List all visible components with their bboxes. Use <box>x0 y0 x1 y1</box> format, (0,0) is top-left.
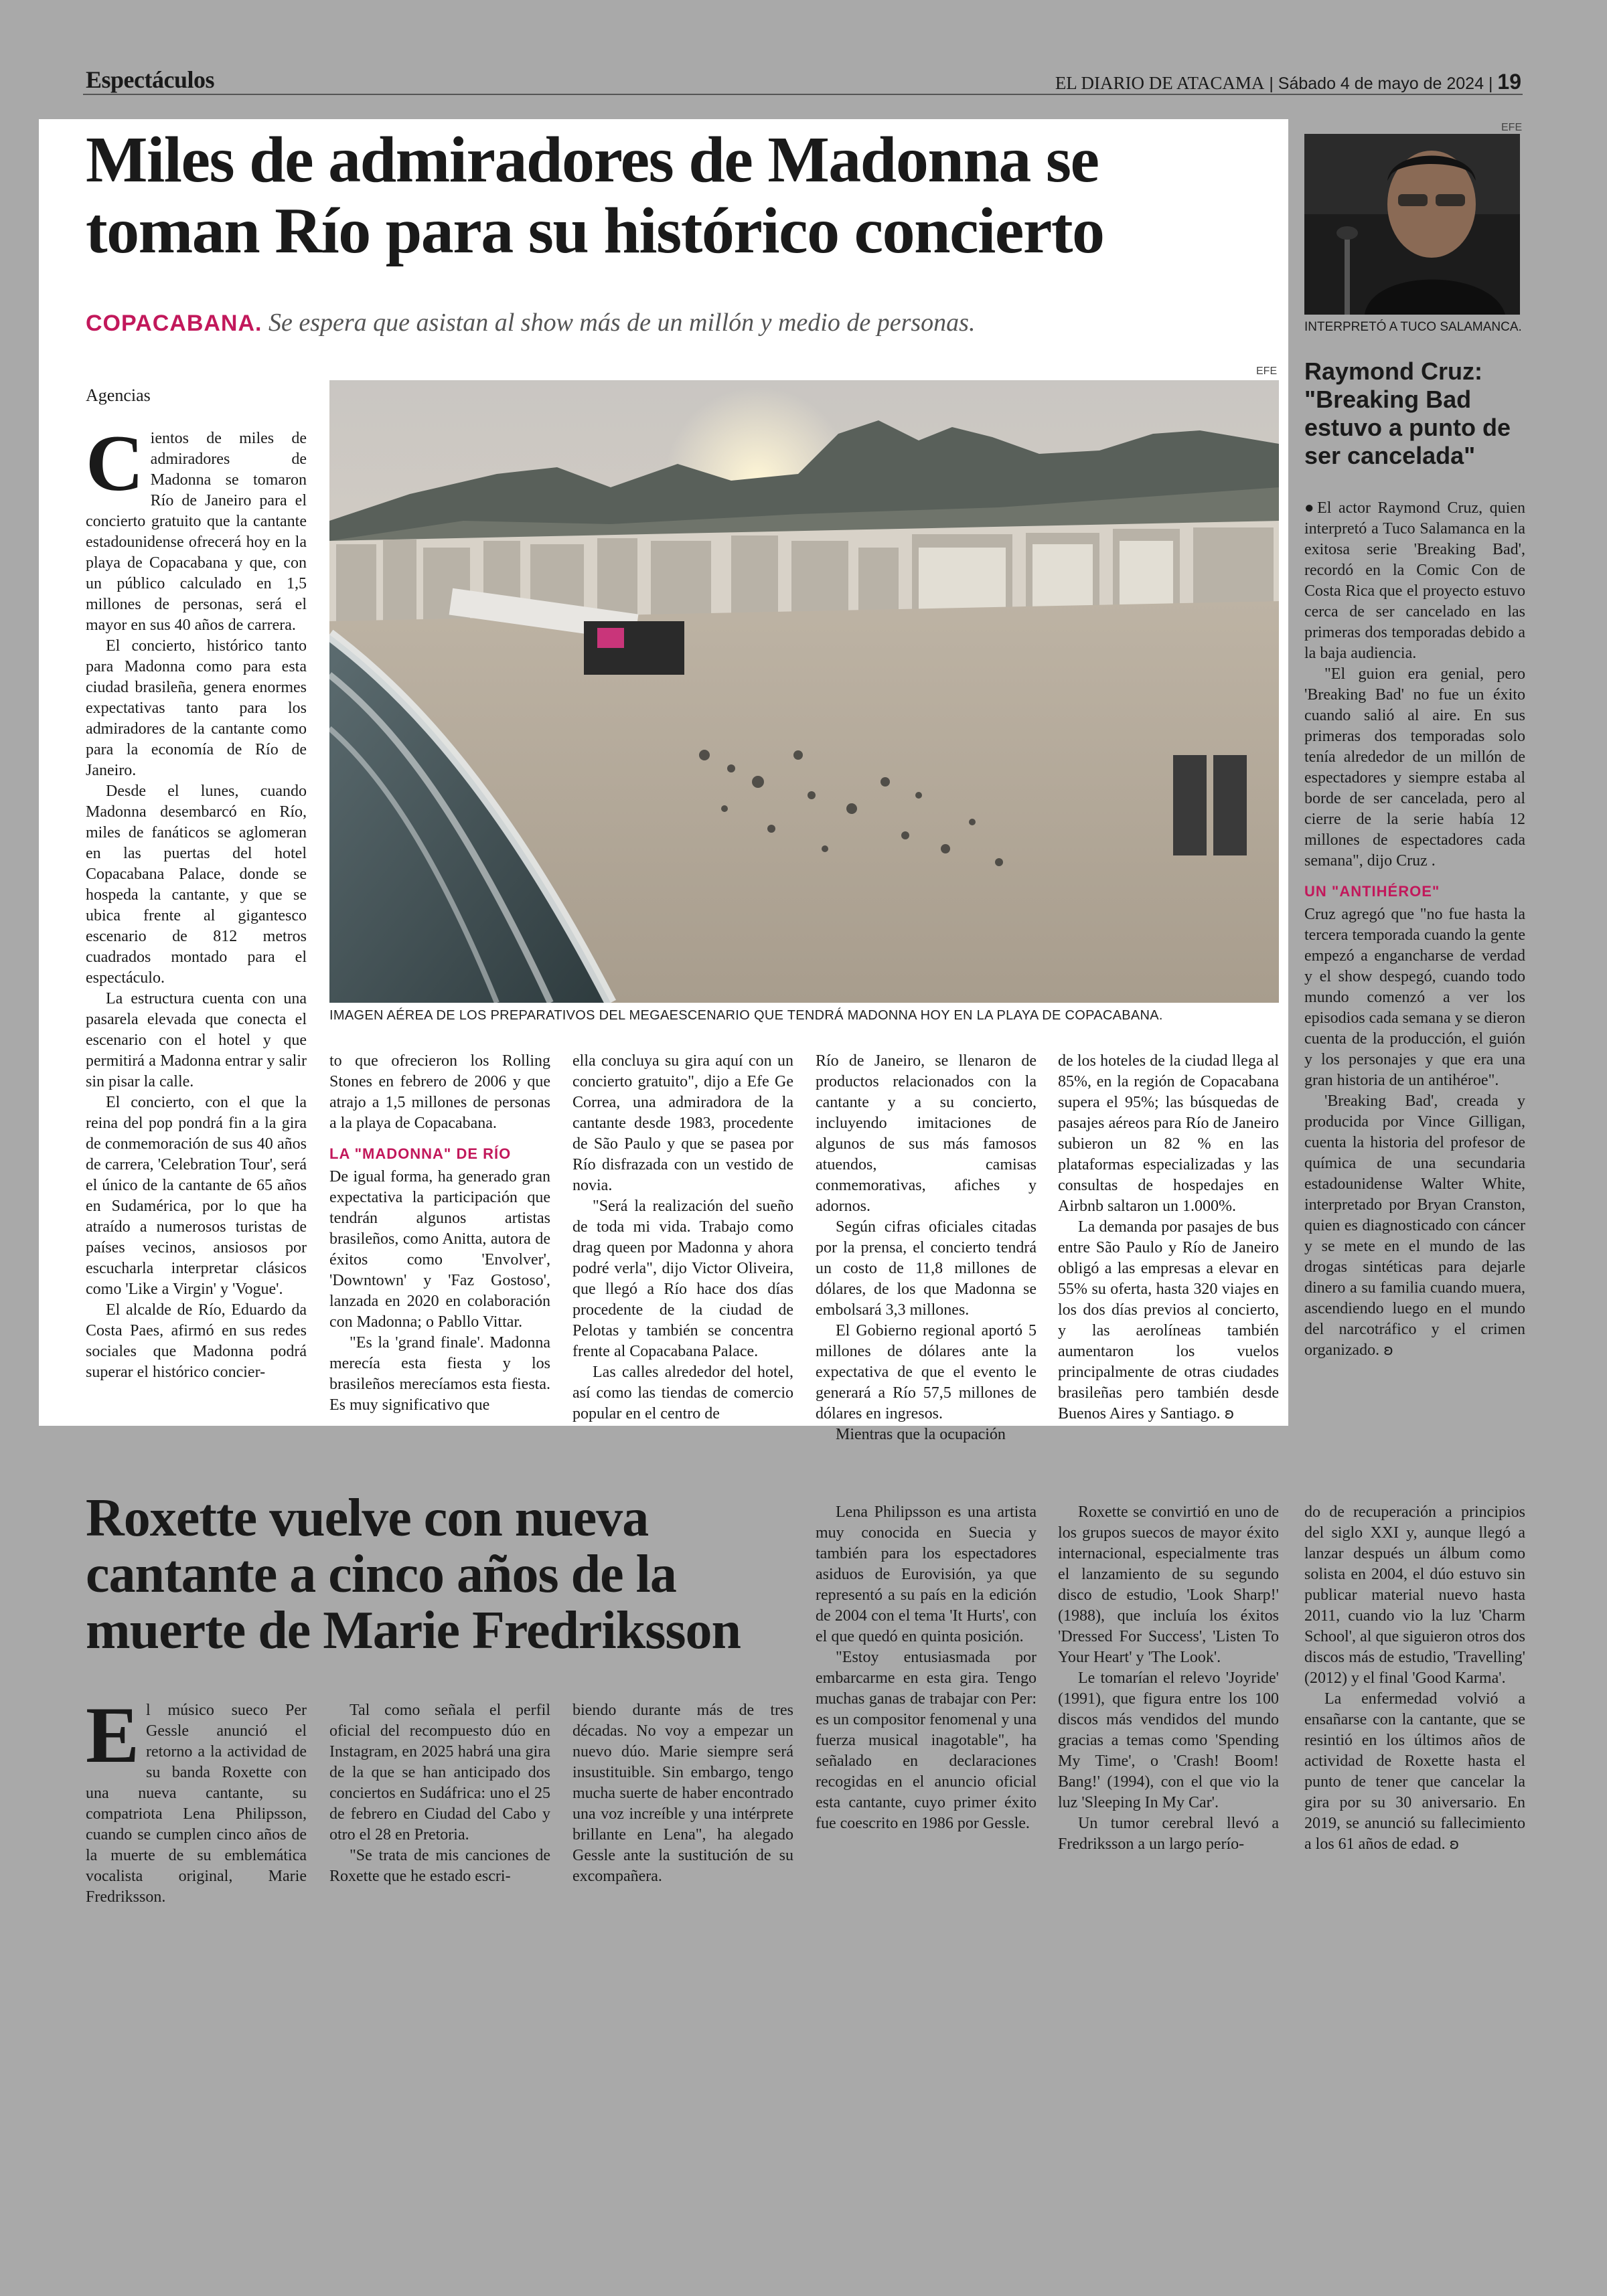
paragraph: Río de Janeiro, se llenaron de productos relacionados con la cantante y a su concierto, incluyendo imitaciones de algunos de sus más famosos atuendos, camisas conmemorativas, afiches y adornos. <box>816 1052 1037 1215</box>
paragraph: biendo durante más de tres décadas. No voy a empezar un nuevo dúo. Marie siempre será insustituible. Sin embargo, tengo mucha suerte de haber encontrado una voz increíble y una intérprete brillante en Lena", ha alegado Gessle ante la sustitución de su excompañera. <box>572 1702 793 1885</box>
main-column-4 <box>816 1051 1037 1445</box>
paragraph: El concierto, histórico tanto para Madonna como para esta ciudad brasileña, genera enormes expectativas tanto para los admiradores de la cantante como para la economía de Río de Janeiro. <box>86 637 307 779</box>
paragraph: ella concluya su gira aquí con un concierto gratuito", dijo a Efe Ge Correa, una admiradora de la cantante desde 1983, procedente de São Paulo y que se pasea por Río disfrazada con un vestido de novia. <box>572 1052 793 1194</box>
paragraph: De igual forma, ha generado gran expectativa la participación que tendrán algunos artistas brasileños, como Anitta, autora de éxitos como 'Envolver', 'Downtown' y 'Faz Gostoso', lanzada en 2020 en colaboración con Madonna; o Pabllo Vittar. <box>329 1168 550 1331</box>
paragraph: "Se trata de mis canciones de Roxette que he estado escri- <box>329 1847 550 1885</box>
photo-credit: EFE <box>1256 365 1278 377</box>
page-number: 19 <box>1497 70 1521 94</box>
portrait-photo <box>1304 134 1520 315</box>
main-headline: Miles de admiradores de Madonna se toman Río para su histórico concierto <box>86 124 1104 267</box>
sidebar-body <box>1304 498 1525 1361</box>
second-headline: Roxette vuelve con nueva cantante a cinco años de la muerte de Marie Fredriksson <box>86 1489 741 1660</box>
paragraph: El alcalde de Río, Eduardo da Costa Paes, afirmó en sus redes sociales que Madonna podrá superar el histórico concier- <box>86 1301 307 1381</box>
paragraph: l músico sueco Per Gessle anunció el retorno a la actividad de su banda Roxette con una nueva cantante, su compatriota Lena Philipsson, cuando se cumplen cinco años de la muerte de su emblemática vocalista original, Marie Fredriksson. <box>86 1702 307 1906</box>
paragraph: La demanda por pasajes de bus entre São Paulo y Río de Janeiro obligó a las empresas a elevar en 55% su oferta, hasta 320 viajes en los dos días previos al concierto, y las aerolíneas también aumentaron los vuelos principalmente de otras ciudades brasileñas pero también desde Buenos Aires y Santiago. <box>1058 1218 1279 1422</box>
paragraph: 'Breaking Bad', creada y producida por Vince Gilligan, cuenta la historia del profesor de química de una secundaria estadounidense Walter White, interpretado por Bryan Cranston, quien es diagnosticado con cáncer y se mete en el mundo de las drogas sintéticas para dejarle dinero a su familia cuando muera, ascendiendo luego en el mundo del narcotráfico y el crimen organizado. <box>1304 1092 1525 1359</box>
paragraph: La enfermedad volvió a ensañarse con la cantante, que se resintió en los últimos años de actividad de Roxette hasta el punto de tener que cancelar la gira por su 30 aniversario. En 2019, se anunció su fallecimiento a los 61 años de edad. <box>1304 1690 1525 1853</box>
issue-date: Sábado 4 de mayo de 2024 <box>1278 74 1484 93</box>
paragraph: Cruz agregó que "no fue hasta la tercera temporada cuando la gente empezó a engancharse de verdad y el show despegó, cuando todo mundo comenzó a ver los episodios cada semana y se dieron cuenta de la producción, el guión y los personajes y que era una gran historia de un antihéroe". <box>1304 906 1525 1089</box>
paragraph: Desde el lunes, cuando Madonna desembarcó en Río, miles de fanáticos se aglomeran en las puertas del hotel Copacabana Palace, donde se hospeda la cantante, y que se ubica frente al gigantesco escenario de 812 metros cuadrados montado para el espectáculo. <box>86 783 307 987</box>
masthead: EL DIARIO DE ATACAMA | Sábado 4 de mayo de 2024 | 19 <box>1055 70 1521 94</box>
paragraph: to que ofrecieron los Rolling Stones en febrero de 2006 y que atrajo a 1,5 millones de personas a la playa de Copacabana. <box>329 1052 550 1132</box>
main-column-1 <box>86 418 307 1383</box>
end-mark-icon: ʚ <box>1449 1836 1460 1853</box>
paragraph: de los hoteles de la ciudad llega al 85%, en la región de Copacabana supera el 95%; las búsquedas de pasajes aéreos para Río de Janeiro subieron un 82 % en las plataformas especializadas y las consultas de hospedajes en Airbnb saltaron un 1.000%. <box>1058 1052 1279 1215</box>
byline: Agencias <box>86 386 151 405</box>
paragraph: Roxette se convirtió en uno de los grupos suecos de mayor éxito internacional, especialmente tras el lanzamiento de su segundo disco de estudio, 'Look Sharp!' (1988), que incluía los éxitos 'Dressed For Success', 'Listen To Your Heart' y 'The Look'. <box>1058 1503 1279 1666</box>
sidebar-headline: Raymond Cruz: "Breaking Bad estuvo a punto de ser cancelada" <box>1304 357 1511 469</box>
paragraph: Tal como señala el perfil oficial del recompuesto dúo en Instagram, en 2025 habrá una gira de la que se han anticipado dos conciertos en Sudáfrica: uno el 25 de febrero en Ciudad del Cabo y otro el 28 en Pretoria. <box>329 1702 550 1843</box>
second-column-5 <box>1058 1502 1279 1855</box>
paragraph: Las calles alrededor del hotel, así como las tiendas de comercio popular en el centro de <box>572 1364 793 1422</box>
paragraph: El actor Raymond Cruz, quien interpretó a Tuco Salamanca en la exitosa serie 'Breaking Bad', recordó en la Comic Con de Costa Rica que el proyecto estuvo cerca de ser cancelado en las primeras dos temporadas debido a la baja audiencia. <box>1304 499 1525 662</box>
end-mark-icon: ʚ <box>1383 1342 1393 1359</box>
paragraph: Lena Philipsson es una artista muy conocida en Suecia y también para los espectadores asiduos de Eurovisión, ya que representó a su país en la edición de 2004 con el tema 'It Hurts', con el que quedó en quinta posición. <box>816 1503 1037 1645</box>
subtitle: LA "MADONNA" DE RÍO <box>329 1145 512 1162</box>
second-column-6 <box>1304 1502 1525 1855</box>
drop-cap: E <box>86 1690 140 1779</box>
bullet-icon: ● <box>1304 499 1318 517</box>
paragraph: El Gobierno regional aportó 5 millones de dólares ante la expectativa de que el evento le generará a Río 57,5 millones de dólares en ingresos. <box>816 1322 1037 1422</box>
section-label: Espectáculos <box>86 66 214 93</box>
second-column-2 <box>329 1700 550 1887</box>
paragraph: Mientras que la ocupación <box>836 1426 1006 1443</box>
sidebar-photo-credit: EFE <box>1501 122 1523 133</box>
sidebar-caption: INTERPRETÓ A TUCO SALAMANCA. <box>1304 320 1522 334</box>
paper-name: EL DIARIO DE ATACAMA <box>1055 73 1265 93</box>
paragraph: El concierto, con el que la reina del pop pondrá fin a la gira de conmemoración de sus 40 años de carrera, 'Celebration Tour', será el único de la cantante de 65 años en Sudamérica, por lo que ha atraído a numerosos turistas de países vecinos, ansiosos por escucharla interpretar clásicos como 'Like a Virgin' y 'Vogue'. <box>86 1094 307 1298</box>
second-column-4 <box>816 1502 1037 1834</box>
second-column-3 <box>572 1700 793 1887</box>
end-mark-icon: ʚ <box>1224 1406 1235 1422</box>
paragraph: "Será la realización del sueño de toda mi vida. Trabajo como drag queen por Madonna y ahora podré verla", dijo Victor Oliveira, que llegó a Río hace dos días procedente de la ciudad de Pelotas y también se concentra frente al Copacabana Palace. <box>572 1198 793 1360</box>
drop-cap: C <box>86 418 144 507</box>
main-subhead <box>86 308 1224 337</box>
photo-caption: IMAGEN AÉREA DE LOS PREPARATIVOS DEL MEGAESCENARIO QUE TENDRÁ MADONNA HOY EN LA PLAYA DE COPACABANA. <box>329 1008 1163 1023</box>
paragraph: La estructura cuenta con una pasarela elevada que conecta el escenario con el hotel y que permitirá a Madonna entrar y salir sin pisar la calle. <box>86 990 307 1090</box>
paragraph: Un tumor cerebral llevó a Fredriksson a un largo perío- <box>1058 1815 1279 1853</box>
paragraph: do de recuperación a principios del siglo XXI y, aunque llegó a lanzar después un álbum como solista en 2004, el dúo estuvo sin publicar material nuevo hasta 2011, cuando vio la luz 'Charm School', al que siguieron otros dos discos más de estudio, 'Travelling' (2012) y el final 'Good Karma'. <box>1304 1503 1525 1687</box>
paragraph: "El guion era genial, pero 'Breaking Bad' no fue un éxito cuando salió al aire. En sus primeras dos temporadas solo tenía alrededor de un millón de espectadores y siempre estaba al borde de ser cancelada, pero al cierre de la serie había 12 millones de espectadores cada semana", dijo Cruz . <box>1304 665 1525 870</box>
paragraph: "Es la 'grand finale'. Madonna merecía esta fiesta y los brasileños merecíamos esta fiesta. Es muy significativo que <box>329 1334 550 1414</box>
sidebar-subtitle: UN "ANTIHÉROE" <box>1304 883 1440 900</box>
paragraph: Le tomarían el relevo 'Joyride' (1991), que figura entre los 100 discos más vendidos del mundo gracias a temas como 'Spending My Time', o 'Crash! Boom! Bang!' (1994), con el que vio la luz 'Sleeping In My Car'. <box>1058 1669 1279 1811</box>
paragraph: "Estoy entusiasmada por embarcarme en esta gira. Tengo muchas ganas de trabajar con Per: es un compositor fenomenal y una fuerza musical inagotable", ha señalado en declaraciones recogidas en el anuncio oficial esta cantante, cuyo primer éxito fue coescrito en 1986 por Gessle. <box>816 1649 1037 1832</box>
main-column-5 <box>1058 1051 1279 1424</box>
paragraph: ientos de miles de admiradores de Madonna se tomaron Río de Janeiro para el concierto gratuito que la cantante estadounidense ofrecerá hoy en la playa de Copacabana y que, con un público calculado en 1,5 millones de personas, será el mayor en sus 40 años de carrera. <box>86 430 307 634</box>
main-column-3 <box>572 1051 793 1424</box>
aerial-beach-photo <box>329 380 1279 1003</box>
main-column-2 <box>329 1051 550 1416</box>
kicker: COPACABANA. <box>86 311 262 336</box>
second-column-1 <box>86 1690 307 1908</box>
header-rule <box>83 94 1523 95</box>
paragraph: Según cifras oficiales citadas por la prensa, el concierto tendrá un costo de 11,8 millones de dólares, de los que Madonna se embolsará 3,3 millones. <box>816 1218 1037 1319</box>
subhead-text: Se espera que asistan al show más de un millón y medio de personas. <box>268 309 976 337</box>
